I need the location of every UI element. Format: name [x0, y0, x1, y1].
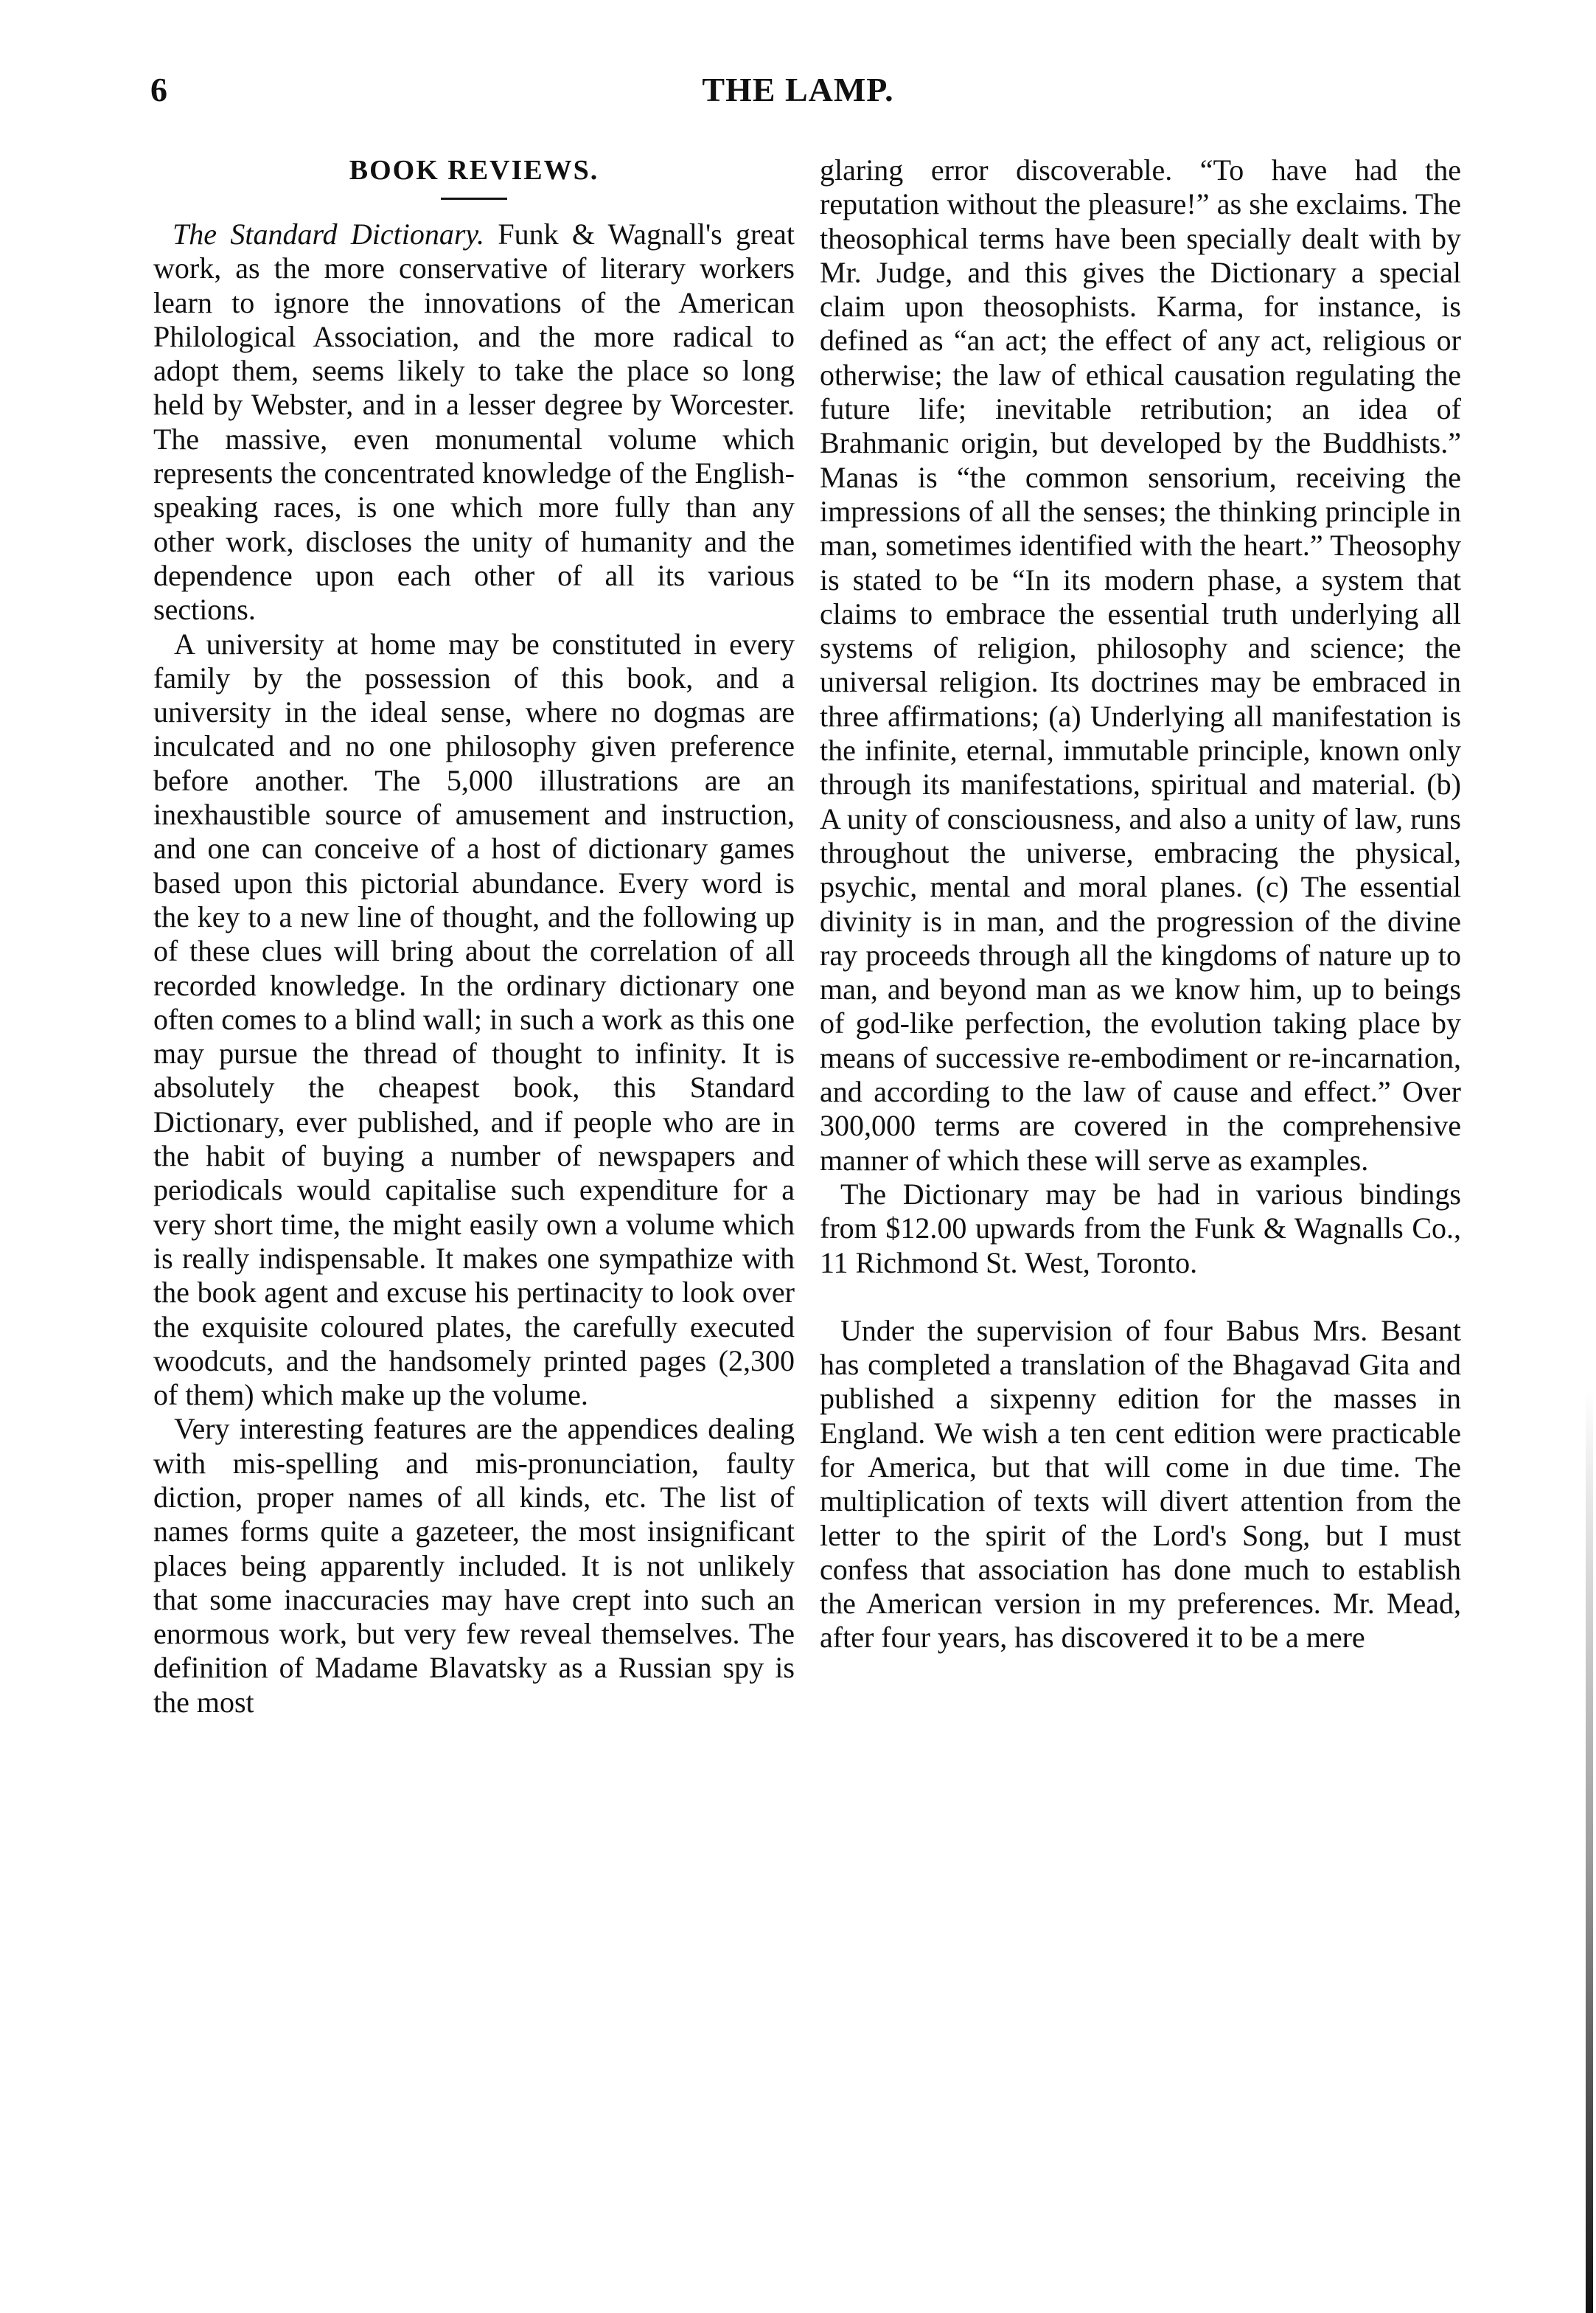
review-paragraph-1 [153, 218, 795, 627]
page-number: 6 [150, 71, 167, 108]
review-paragraph-3: Very interesting features are the appendices dealing with mis-spelling and mis-pronunciation, faulty diction, proper names of all kinds, etc. The list of names forms quite a gazeteer, the most insignificant places being apparently included. It is not unlikely that some inaccuracies may have crept into such an enormous work, but very few reveal themselves. The definition of Madame Blavatsky as a Russian spy is the most [153, 1412, 795, 1719]
scan-edge-shadow [1586, 1, 1593, 2313]
left-column [153, 153, 795, 1719]
review-paragraph-6: Under the supervision of four Babus Mrs. Besant has completed a translation of the Bhagavad Gita and published a sixpenny edition for the masses in England. We wish a ten cent edition were practicable for America, but that will come in due time. The multiplication of texts will divert attention from the letter to the spirit of the Lord's Song, but I must confess that association has done much to establish the American version in my preferences. Mr. Mead, after four years, has discovered it to be a mere [820, 1313, 1461, 1655]
page-header [0, 68, 1596, 119]
review-paragraph-5: The Dictionary may be had in various bindings from $12.00 upwards from the Funk & Wagnalls Co., 11 Richmond St. West, Toronto. [820, 1177, 1461, 1279]
section-title: BOOK REVIEWS. [349, 155, 599, 186]
review-paragraph-2: A university at home may be constituted in every family by the possession of this book, and a university in the ideal sense, where no dogmas are inculcated and no one philosophy given preference before another. The 5,000 illustrations are an inexhaustible source of amusement and instruction, and one can conceive of a host of dictionary games based upon this pictorial abundance. Every word is the key to a new line of thought, and the following up of these clues will bring about the correlation of all recorded knowledge. In the ordinary dictionary one often comes to a blind wall; in such a work as this one may pursue the thread of thought to infinity. It is absolutely the cheapest book, this Standard Dictionary, ever published, and if people who are in the habit of buying a number of newspapers and periodicals would capitalise such expenditure for a very short time, the might easily own a volume which is really indispensable. It makes one sympathize with the book agent and excuse his pertinacity to look over the exquisite coloured plates, the carefully executed woodcuts, and the handsomely printed pages (2,300 of them) which make up the volume. [153, 627, 795, 1412]
running-title: THE LAMP. [702, 71, 894, 108]
review-paragraph-4: glaring error discoverable. “To have had the reputation without the pleasure!” as she exclaims. The theosophical terms have been specially dealt with by Mr. Judge, and this gives the Dictionary a special claim upon theosophists. Karma, for instance, is defined as “an act; the effect of any act, religious or otherwise; the law of ethical causation regulating the future life; inevitable retribution; an idea of Brahmanic origin, but developed by the Buddhists.” Manas is “the common sensorium, receiving the impressions of all the senses; the thinking principle in man, sometimes identified with the heart.” Theosophy is stated to be “In its modern phase, a system that claims to embrace the essential truth underlying all systems of religion, philosophy and science; the universal religion. Its doctrines may be embraced in three affirmations; (a) Underlying all manifestation is the infinite, eternal, immutable principle, known only through its manifestations, spiritual and material. (b) A unity of consciousness, and also a unity of law, runs throughout the universe, embracing the physical, psychic, mental and moral planes. (c) The essential divinity is in man, and the progression of the divine ray proceeds through all the kingdoms of nature up to man, and beyond man as we know him, up to beings of god-like perfection, the evolution taking place by means of successive re-embodiment or re-incarnation, and according to the law of cause and effect.” Over 300,000 terms are covered in the comprehensive manner of which these will serve as examples. [820, 153, 1461, 1177]
review-paragraph-1-text: Funk & Wagnall's great work, as the more conservative of literary workers learn to ignore the innovations of the American Philological Association, and the more radical to adopt them, seems likely to take the place so long held by Webster, and in a lesser degree by Worcester. The massive, even monumental volume which represents the concentrated knowledge of the English-speaking races, is one which more fully than any other work, discloses the unity of humanity and the dependence upon each other of all its various sections. [153, 218, 795, 627]
title-rule [441, 198, 507, 200]
book-title: The Standard Dictionary. [173, 218, 484, 251]
right-column [820, 153, 1461, 1655]
